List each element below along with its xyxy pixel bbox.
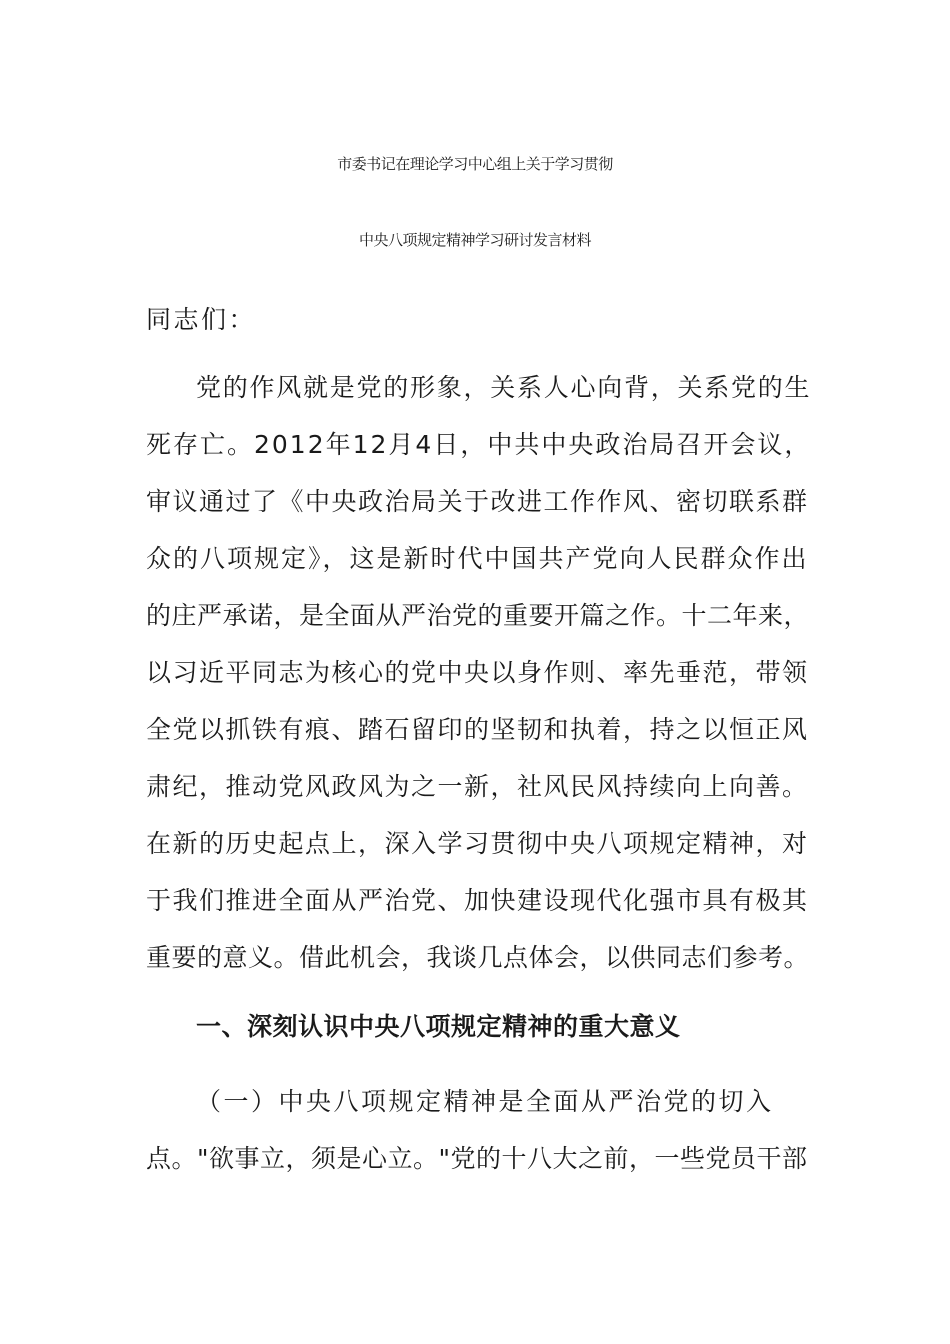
document-title-line-2: 中央八项规定精神学习研讨发言材料 bbox=[358, 231, 591, 249]
paragraph-1-line-11: 重要的意义。借此机会，我谈几点体会，以供同志们参考。 bbox=[146, 943, 810, 972]
paragraph-1-line-7: 全党以抓铁有痕、踏石留印的坚韧和执着，持之以恒正风 bbox=[146, 715, 809, 744]
paragraph-1-line-10: 于我们推进全面从严治党、加快建设现代化强市具有极其 bbox=[146, 886, 809, 915]
paragraph-1-line-2: 死存亡。2012年12月4日，中共中央政治局召开会议， bbox=[146, 430, 812, 459]
subsection-1-line-1: （一）中央八项规定精神是全面从严治党的切入 bbox=[196, 1087, 774, 1116]
paragraph-1-line-4: 众的八项规定》，这是新时代中国共产党向人民群众作出 bbox=[146, 544, 809, 573]
document-title-line-1: 市委书记在理论学习中心组上关于学习贯彻 bbox=[337, 155, 613, 173]
paragraph-1-line-6: 以习近平同志为核心的党中央以身作则、率先垂范，带领 bbox=[146, 658, 809, 687]
paragraph-1-line-9: 在新的历史起点上，深入学习贯彻中央八项规定精神，对 bbox=[146, 829, 809, 858]
paragraph-1-line-8: 肃纪，推动党风政风为之一新，社风民风持续向上向善。 bbox=[146, 772, 809, 801]
paragraph-1-line-5: 的庄严承诺，是全面从严治党的重要开篇之作。十二年来， bbox=[146, 601, 810, 630]
salutation: 同志们： bbox=[146, 305, 257, 334]
section-1-heading: 一、深刻认识中央八项规定精神的重大意义 bbox=[196, 1012, 681, 1041]
paragraph-1-line-3: 审议通过了《中央政治局关于改进工作作风、密切联系群 bbox=[146, 487, 809, 516]
subsection-1-line-2: 点。"欲事立，须是心立。"党的十八大之前，一些党员干部 bbox=[146, 1144, 808, 1173]
paragraph-1-line-1: 党的作风就是党的形象，关系人心向背，关系党的生 bbox=[196, 373, 812, 402]
